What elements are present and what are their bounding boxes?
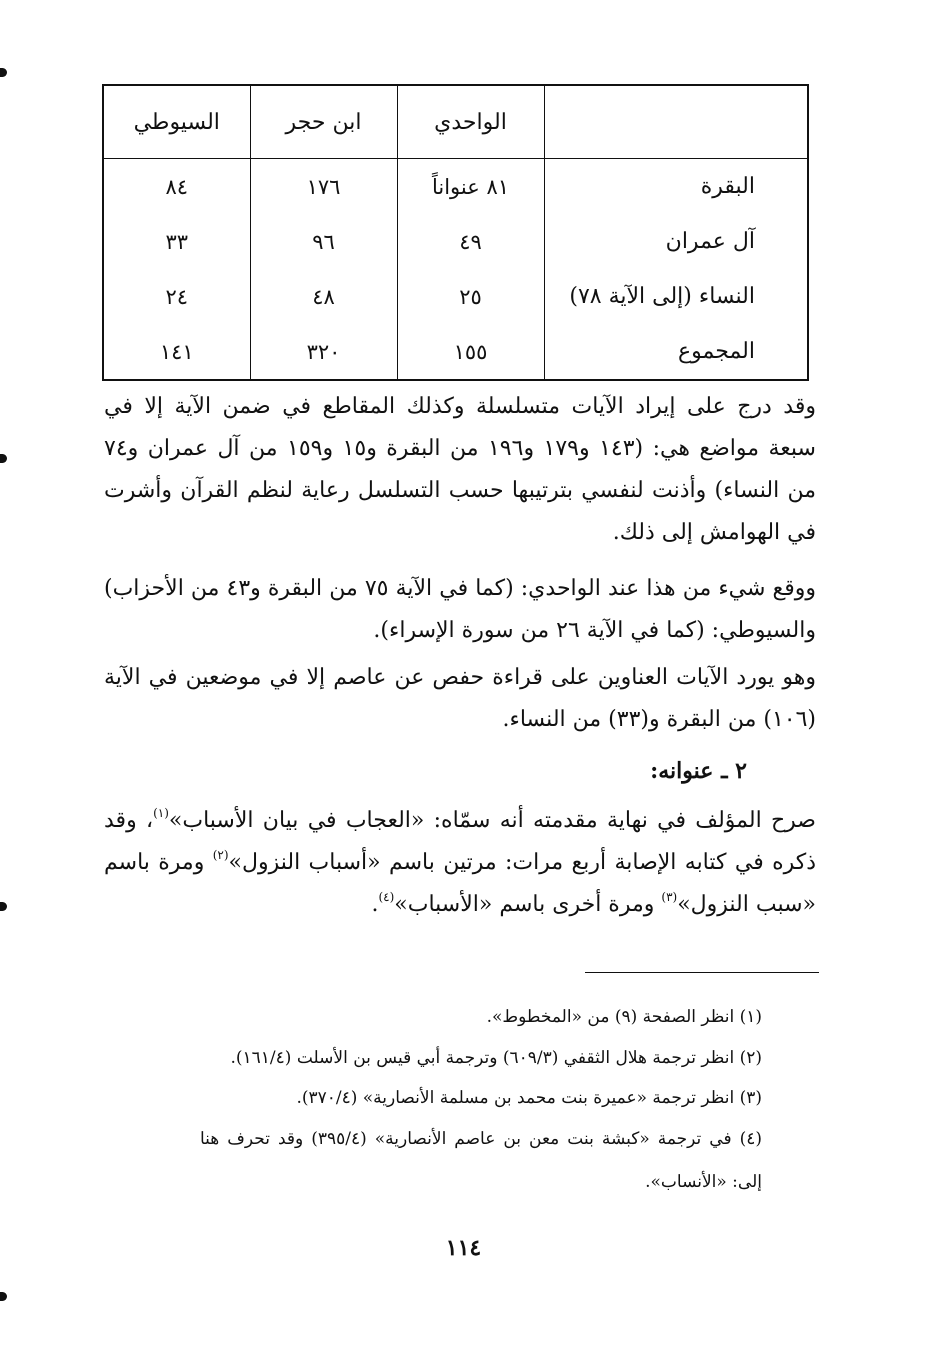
footnote-ref: (٢) bbox=[212, 848, 229, 862]
comparison-table bbox=[102, 84, 809, 381]
table-row bbox=[103, 159, 808, 215]
paragraph-wahidi-suyuti: ووقع شيء من هذا عند الواحدي: (كما في الآية ٧٥ من البقرة و٤٣ من الأحزاب) والسيوطي: (كما في الآية ٢٦ من سورة الإسراء). bbox=[104, 576, 816, 643]
footnote-ref: (٤) bbox=[378, 890, 395, 904]
cell-ibn-hajar: ٤٨ bbox=[250, 269, 397, 324]
footnote-1: (١) انظر الصفحة (٩) من «المخطوط». bbox=[486, 1007, 762, 1027]
paragraph-hafs-reading: وهو يورد الآيات العناوين على قراءة حفص عن عاصم إلا في موضعين في الآية (١٠٦) من البقرة و(٣٣) من النساء. bbox=[104, 665, 816, 732]
scan-mark bbox=[0, 1292, 7, 1301]
row-label: المجموع bbox=[544, 324, 808, 380]
table-total-row bbox=[103, 324, 808, 380]
title-text: . bbox=[371, 892, 379, 917]
row-label: آل عمران bbox=[544, 214, 808, 269]
cell-suyuti: ١٤١ bbox=[103, 324, 250, 380]
footnote-ref: (١) bbox=[153, 806, 169, 820]
cell-wahidi: ١٥٥ bbox=[397, 324, 544, 380]
table-row bbox=[103, 214, 808, 269]
title-text: صرح المؤلف في نهاية مقدمته أنه سمّاه: «العجاب في بيان الأسباب» bbox=[168, 808, 816, 833]
cell-suyuti: ٢٤ bbox=[103, 269, 250, 324]
cell-ibn-hajar: ٩٦ bbox=[250, 214, 397, 269]
header-wahidi: الواحدي bbox=[397, 85, 544, 159]
footnote-4: (٤) في ترجمة «كبشة بنت معن بن عاصم الأنصارية» (٣٩٥/٤) وقد تحرف هنا إلى: «الأنساب». bbox=[200, 1129, 762, 1192]
cell-suyuti: ٨٤ bbox=[103, 159, 250, 215]
row-label: النساء (إلى الآية ٧٨) bbox=[544, 269, 808, 324]
page-number: ١١٤ bbox=[445, 1235, 482, 1261]
cell-ibn-hajar: ١٧٦ bbox=[250, 159, 397, 215]
footnote-3: (٣) انظر ترجمة «عميرة بنت محمد بن مسلمة الأنصارية» (٣٧٠/٤). bbox=[296, 1088, 762, 1108]
footnote-divider bbox=[585, 972, 819, 973]
footnote-ref: (٣) bbox=[661, 890, 678, 904]
title-text: ومرة أخرى باسم «الأسباب» bbox=[394, 892, 662, 917]
cell-wahidi: ٢٥ bbox=[397, 269, 544, 324]
section-heading: ٢ ـ عنوانه: bbox=[650, 758, 747, 784]
header-ibn-hajar: ابن حجر bbox=[250, 85, 397, 159]
title-text: ، وقد ذكره في كتابه الإصابة أربع مرات: مرتين باسم «أسباب النزول» bbox=[104, 808, 817, 875]
title-text: ومرة باسم «سبب النزول» bbox=[104, 850, 816, 917]
footnote-2: (٢) انظر ترجمة هلال الثقفي (٦٠٩/٣) وترجمة أبي قيس بن الأسلت (١٦١/٤). bbox=[230, 1048, 762, 1068]
cell-ibn-hajar: ٣٢٠ bbox=[250, 324, 397, 380]
scan-mark bbox=[0, 902, 7, 911]
table-header-row bbox=[103, 85, 808, 159]
paragraph-ordering: وقد درج على إيراد الآيات متسلسلة وكذلك المقاطع في ضمن الآية إلا في سبعة مواضع هي: (١٤٣ و١٧٩ و١٩٦ من البقرة و١٥ و١٥٩ من آل عمران و٧٤ من النساء) وأذنت لنفسي بترتيبها حسب التسلسل رعاية لنظم القرآن وأشرت في الهوامش إلى ذلك. bbox=[104, 394, 816, 545]
cell-wahidi: ٨١ عنواناً bbox=[397, 159, 544, 215]
header-suyuti: السيوطي bbox=[103, 85, 250, 159]
header-corner bbox=[544, 85, 808, 159]
scan-mark bbox=[0, 68, 7, 77]
table-row bbox=[103, 269, 808, 324]
cell-suyuti: ٣٣ bbox=[103, 214, 250, 269]
paragraph-title bbox=[104, 800, 816, 926]
row-label: البقرة bbox=[544, 159, 808, 215]
cell-wahidi: ٤٩ bbox=[397, 214, 544, 269]
scan-mark bbox=[0, 454, 7, 463]
